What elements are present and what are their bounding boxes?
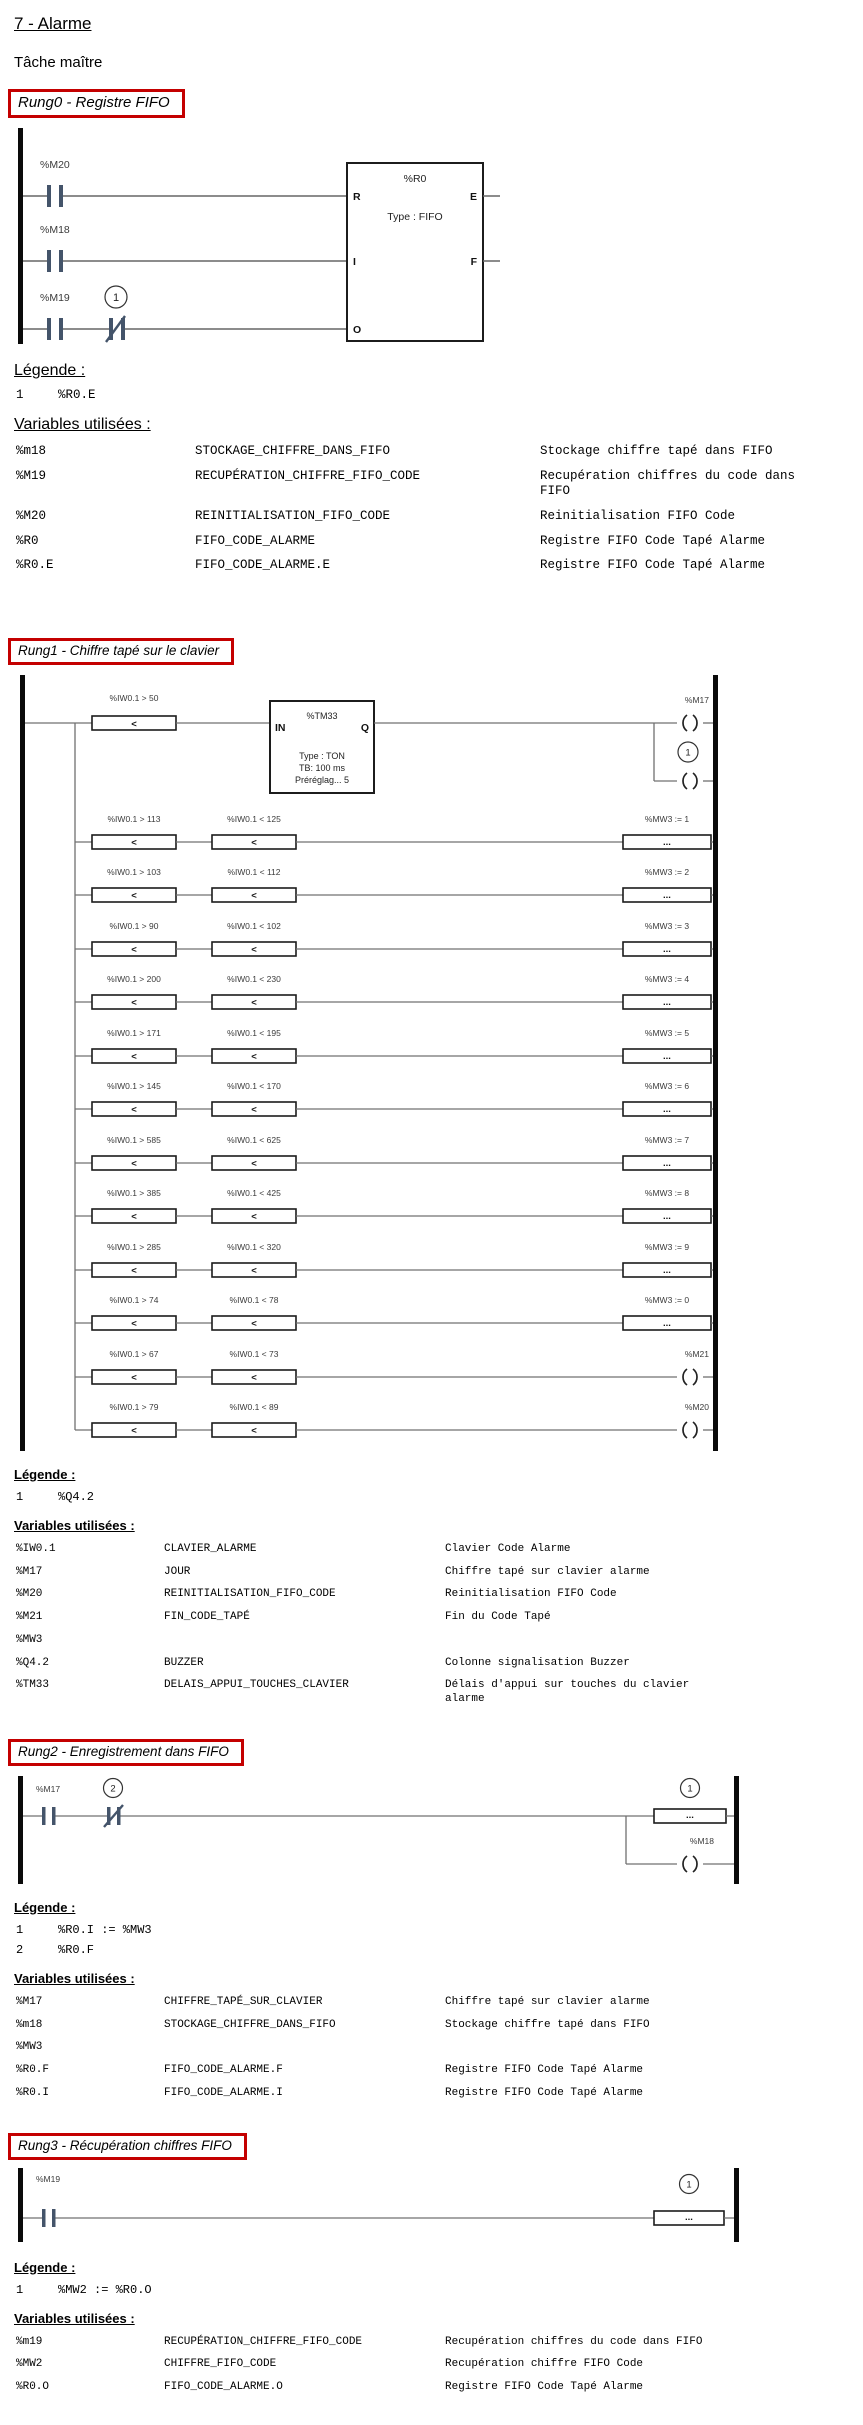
compare-label: %IW0.1 < 73 (229, 1348, 279, 1359)
operate-symbol: ... (663, 1103, 671, 1115)
left-power-rail (18, 128, 23, 344)
compare-symbol: < (251, 997, 257, 1009)
legend-marker-number: 1 (112, 292, 120, 304)
var-address: %M21 (16, 1611, 43, 1623)
operate-label: %MW3 := 6 (644, 1080, 690, 1091)
legend-heading: Légende : (14, 2259, 76, 2275)
var-address: %m18 (16, 2018, 43, 2031)
no-contact-icon (52, 2209, 56, 2227)
rung3-legend (16, 2283, 863, 2297)
compare-label: %IW0.1 > 285 (107, 1241, 161, 1252)
operate-symbol: ... (663, 1210, 671, 1222)
variables-heading: Variables utilisées : (14, 2310, 135, 2326)
compare-label: %IW0.1 > 103 (107, 866, 161, 877)
coil-icon (683, 715, 687, 731)
rung1-row-7 (75, 1135, 713, 1170)
rung1-legend (16, 1490, 863, 1504)
var-symbol: CHIFFRE_FIFO_CODE (164, 2358, 277, 2371)
operate-symbol: ... (663, 943, 671, 955)
legend-heading: Légende : (14, 362, 86, 379)
var-symbol (164, 1634, 445, 1648)
compare-symbol: < (131, 944, 137, 956)
variables-heading: Variables utilisées : (14, 1970, 135, 1986)
rung1-row-5 (75, 1028, 713, 1063)
compare-symbol: < (251, 1158, 257, 1170)
compare-label: %IW0.1 < 89 (229, 1401, 279, 1412)
no-contact-icon (42, 2209, 46, 2227)
rung2-ladder (14, 1774, 744, 1886)
no-contact-icon (52, 1807, 56, 1825)
legend-number: 1 (16, 1489, 24, 1504)
legend-number: 1 (16, 388, 24, 402)
var-address: %M17 (16, 1995, 43, 2008)
var-comment: Stockage chiffre tapé dans FIFO (540, 444, 773, 458)
no-contact-icon (47, 185, 51, 207)
rung1-row-3 (75, 921, 713, 956)
compare-label: %IW0.1 > 50 (109, 692, 159, 703)
rung1-row-11 (75, 1349, 713, 1385)
rung1-row-1 (75, 814, 713, 849)
coil-label: %M18 (689, 1835, 714, 1846)
legend-expression: %R0.F (58, 1942, 95, 1957)
no-contact-icon (59, 318, 63, 340)
var-symbol: REINITIALISATION_FIFO_CODE (195, 508, 391, 523)
operate-label: %MW3 := 9 (644, 1241, 690, 1252)
right-power-rail (713, 675, 718, 1451)
rung0-title: Rung0 - Registre FIFO (8, 89, 185, 118)
variables-heading: Variables utilisées : (14, 416, 151, 433)
rung2-legend (16, 1923, 863, 1957)
page-title: 7 - Alarme (14, 14, 92, 33)
var-address: %M19 (16, 468, 47, 483)
legend-expression: %MW2 := %R0.O (58, 2282, 152, 2297)
compare-label: %IW0.1 < 195 (227, 1027, 281, 1038)
fifo-function-block (347, 163, 483, 341)
contact-label: %M20 (40, 159, 70, 171)
var-address: %M20 (16, 1588, 43, 1601)
var-comment: Registre FIFO Code Tapé Alarme (540, 533, 766, 548)
var-symbol: RECUPÉRATION_CHIFFRE_FIFO_CODE (195, 468, 421, 483)
rung1-row-12 (75, 1402, 713, 1438)
legend-number: 1 (16, 2282, 24, 2297)
compare-symbol: < (251, 1425, 257, 1437)
timer-timebase: TB: 100 ms (298, 762, 346, 773)
var-symbol: STOCKAGE_CHIFFRE_DANS_FIFO (195, 444, 391, 458)
coil-icon (693, 773, 697, 789)
legend-expression: %R0.I := %MW3 (58, 1922, 152, 1937)
operate-symbol: ... (663, 1050, 671, 1062)
var-symbol: FIFO_CODE_ALARME (195, 533, 316, 548)
compare-symbol: < (251, 1104, 257, 1116)
coil-icon (693, 1422, 697, 1438)
rung1-row-4 (75, 974, 713, 1009)
var-comment: Reinitialisation FIFO Code (445, 1588, 617, 1601)
var-comment: Chiffre tapé sur clavier alarme (445, 1565, 650, 1578)
var-symbol: CLAVIER_ALARME (164, 1542, 257, 1555)
rung2-variables-table (16, 1996, 863, 2101)
var-address: %R0 (16, 533, 39, 548)
compare-label: %IW0.1 < 112 (227, 866, 281, 877)
operate-label: %MW3 := 4 (644, 973, 690, 984)
var-symbol: FIFO_CODE_ALARME.I (164, 2086, 283, 2099)
compare-label: %IW0.1 < 425 (227, 1187, 281, 1198)
var-symbol: BUZZER (164, 1656, 204, 1669)
rung1-row-10 (75, 1295, 713, 1330)
rung2-title: Rung2 - Enregistrement dans FIFO (8, 1739, 244, 1766)
fifo-pin-r: R (353, 191, 361, 203)
var-comment: Recupération chiffre FIFO Code (445, 2358, 644, 2371)
compare-label: %IW0.1 < 102 (227, 920, 281, 931)
compare-label: %IW0.1 > 200 (107, 973, 161, 984)
compare-symbol: < (131, 1104, 137, 1116)
compare-symbol: < (251, 1211, 257, 1223)
var-address: %IW0.1 (16, 1542, 56, 1555)
coil-icon (693, 1369, 697, 1385)
compare-label: %IW0.1 < 230 (227, 973, 281, 984)
variables-heading: Variables utilisées : (14, 1517, 135, 1533)
var-comment: Fin du Code Tapé (445, 1611, 551, 1623)
legend-marker-number: 2 (110, 1783, 116, 1795)
var-symbol: FIFO_CODE_ALARME.E (195, 558, 331, 573)
timer-pin-q: Q (360, 721, 369, 734)
compare-label: %IW0.1 > 145 (107, 1080, 161, 1091)
var-address: %R0.E (16, 558, 54, 573)
operate-label: %MW3 := 7 (644, 1134, 690, 1145)
var-symbol: DELAIS_APPUI_TOUCHES_CLAVIER (164, 1679, 349, 1692)
compare-symbol: < (251, 1372, 257, 1384)
timer-type: Type : TON (299, 750, 345, 761)
legend-line (16, 2283, 863, 2297)
compare-symbol: < (251, 890, 257, 902)
rung1-row-8 (75, 1188, 713, 1223)
operate-label: %MW3 := 3 (644, 920, 690, 931)
compare-symbol: < (131, 1318, 137, 1330)
var-address: %m19 (16, 2335, 43, 2348)
coil-icon (683, 773, 687, 789)
timer-preset: Préréglag... 5 (294, 774, 350, 785)
compare-symbol: < (131, 997, 137, 1009)
operate-symbol: ... (663, 889, 671, 901)
operate-symbol: ... (663, 1317, 671, 1329)
rung1-ladder (14, 673, 724, 1453)
operate-label: %MW3 := 5 (644, 1027, 690, 1038)
var-address: %M20 (16, 508, 47, 523)
no-contact-icon (42, 1807, 46, 1825)
legend-line (16, 1943, 863, 1957)
coil-icon (683, 1422, 687, 1438)
operate-symbol: ... (663, 836, 671, 848)
rung3-variables-table (16, 2336, 863, 2395)
operate-symbol: ... (663, 1157, 671, 1169)
fifo-block-name: %R0 (403, 173, 427, 185)
no-contact-icon (47, 318, 51, 340)
compare-label: %IW0.1 > 79 (109, 1401, 159, 1412)
var-comment: Colonne signalisation Buzzer (445, 1656, 630, 1669)
compare-symbol: < (251, 837, 257, 849)
legend-line (16, 1923, 863, 1937)
operate-label: %MW3 := 1 (644, 813, 690, 824)
var-comment: Registre FIFO Code Tapé Alarme (445, 2064, 644, 2076)
left-power-rail (18, 2168, 23, 2242)
var-comment: Chiffre tapé sur clavier alarme (445, 1995, 650, 2008)
coil-label: %M20 (684, 1401, 709, 1412)
compare-symbol: < (131, 1372, 137, 1384)
legend-number: 1 (16, 1922, 24, 1937)
compare-label: %IW0.1 > 385 (107, 1187, 161, 1198)
compare-symbol: < (251, 944, 257, 956)
compare-label: %IW0.1 < 78 (229, 1294, 279, 1305)
var-comment: Stockage chiffre tapé dans FIFO (445, 2018, 650, 2031)
operate-label: %MW3 := 2 (644, 866, 690, 877)
left-power-rail (18, 1776, 23, 1884)
var-symbol: FIFO_CODE_ALARME.O (164, 2381, 283, 2393)
left-power-rail (20, 675, 25, 1451)
legend-marker-number: 1 (686, 2179, 692, 2190)
compare-symbol: < (131, 1425, 137, 1437)
rung0-ladder (14, 126, 504, 348)
var-comment: Reinitialisation FIFO Code (540, 508, 736, 523)
var-comment (445, 2041, 715, 2055)
rung3-title: Rung3 - Récupération chiffres FIFO (8, 2133, 247, 2160)
var-address: %m18 (16, 444, 47, 458)
contact-label: %M19 (36, 2173, 61, 2184)
compare-symbol: < (131, 890, 137, 902)
fifo-pin-e: E (469, 191, 477, 203)
var-comment: Registre FIFO Code Tapé Alarme (445, 2381, 644, 2393)
right-power-rail (734, 1776, 739, 1884)
operate-label: %MW3 := 0 (644, 1294, 690, 1305)
contact-label: %M17 (36, 1783, 61, 1794)
contact-label: %M18 (40, 224, 70, 236)
compare-label: %IW0.1 < 125 (227, 813, 281, 824)
compare-label: %IW0.1 > 585 (107, 1134, 161, 1145)
rung0-variables-table (16, 444, 863, 574)
var-address: %R0.O (16, 2381, 50, 2393)
contact-label: %M19 (40, 292, 70, 304)
timer-name: %TM33 (306, 710, 338, 721)
var-comment: Recupération chiffres du code dans FIFO (445, 2335, 703, 2348)
compare-label: %IW0.1 > 74 (109, 1294, 159, 1305)
operate-symbol: ... (685, 2211, 693, 2223)
var-comment: Registre FIFO Code Tapé Alarme (540, 558, 766, 573)
var-comment: Recupération chiffres du code dans FIFO (540, 468, 803, 499)
rung1-row-9 (75, 1242, 713, 1277)
compare-label: %IW0.1 > 113 (107, 813, 161, 824)
var-address: %MW3 (16, 1633, 43, 1646)
coil-label: %M17 (684, 694, 709, 705)
var-symbol: FIN_CODE_TAPÉ (164, 1611, 250, 1623)
legend-marker-number: 1 (687, 1783, 693, 1795)
legend-expression: %Q4.2 (58, 1489, 95, 1504)
no-contact-icon (59, 185, 63, 207)
fifo-block-type: Type : FIFO (387, 211, 443, 223)
var-address: %R0.I (16, 2086, 50, 2099)
legend-line (16, 1490, 863, 1504)
var-symbol: FIFO_CODE_ALARME.F (164, 2064, 283, 2076)
compare-label: %IW0.1 > 67 (109, 1348, 159, 1359)
no-contact-icon (47, 250, 51, 272)
compare-symbol: < (131, 1211, 137, 1223)
coil-icon (683, 1856, 687, 1872)
legend-expression: %R0.E (58, 388, 96, 402)
legend-heading: Légende : (14, 1466, 76, 1482)
var-comment (445, 1634, 715, 1648)
fifo-pin-o: O (353, 324, 362, 336)
var-address: %R0.F (16, 2064, 50, 2076)
compare-symbol: < (131, 837, 137, 849)
compare-symbol: < (131, 1265, 137, 1277)
coil-label: %M21 (684, 1348, 709, 1359)
timer-pin-in: IN (275, 721, 286, 734)
compare-symbol: < (131, 1158, 137, 1170)
legend-line (16, 388, 863, 402)
compare-label: %IW0.1 < 320 (227, 1241, 281, 1252)
var-symbol: CHIFFRE_TAPÉ_SUR_CLAVIER (164, 1995, 323, 2008)
legend-heading: Légende : (14, 1899, 76, 1915)
rung1-row-2 (75, 867, 713, 902)
var-comment: Délais d'appui sur touches du clavier alarme (445, 1679, 696, 1705)
coil-icon (693, 715, 697, 731)
fifo-pin-f: F (470, 256, 477, 268)
rung3-ladder (14, 2168, 744, 2246)
var-comment: Clavier Code Alarme (445, 1542, 571, 1555)
compare-symbol: < (251, 1265, 257, 1277)
task-subtitle: Tâche maître (14, 54, 103, 71)
legend-number: 2 (16, 1942, 24, 1957)
compare-label: %IW0.1 > 171 (107, 1027, 161, 1038)
var-address: %TM33 (16, 1679, 50, 1692)
legend-marker-number: 1 (685, 747, 691, 759)
operate-label: %MW3 := 8 (644, 1187, 690, 1198)
var-comment: Registre FIFO Code Tapé Alarme (445, 2086, 644, 2099)
var-address: %MW3 (16, 2041, 43, 2054)
var-symbol: REINITIALISATION_FIFO_CODE (164, 1588, 336, 1601)
right-power-rail (734, 2168, 739, 2242)
coil-icon (693, 1856, 697, 1872)
operate-symbol: ... (663, 996, 671, 1008)
var-address: %M17 (16, 1565, 43, 1578)
rung1-title: Rung1 - Chiffre tapé sur le clavier (8, 638, 234, 665)
var-symbol (164, 2041, 445, 2055)
compare-symbol: < (251, 1318, 257, 1330)
compare-symbol: < (131, 718, 137, 730)
operate-symbol: ... (663, 1264, 671, 1276)
compare-symbol: < (251, 1051, 257, 1063)
var-symbol: RECUPÉRATION_CHIFFRE_FIFO_CODE (164, 2335, 363, 2348)
compare-label: %IW0.1 > 90 (109, 920, 159, 931)
var-address: %MW2 (16, 2358, 43, 2371)
rung0-legend (16, 388, 863, 402)
no-contact-icon (59, 250, 63, 272)
rung1-row-6 (75, 1081, 713, 1116)
rung1-variables-table (16, 1543, 863, 1707)
compare-symbol: < (131, 1051, 137, 1063)
rung1-comparison-rows (75, 814, 713, 1438)
fifo-pin-i: I (353, 256, 356, 268)
operate-symbol: ... (686, 1809, 694, 1821)
compare-label: %IW0.1 < 625 (227, 1134, 281, 1145)
coil-icon (683, 1369, 687, 1385)
compare-label: %IW0.1 < 170 (227, 1080, 281, 1091)
var-address: %Q4.2 (16, 1656, 50, 1669)
var-symbol: JOUR (164, 1565, 191, 1578)
var-symbol: STOCKAGE_CHIFFRE_DANS_FIFO (164, 2018, 336, 2031)
